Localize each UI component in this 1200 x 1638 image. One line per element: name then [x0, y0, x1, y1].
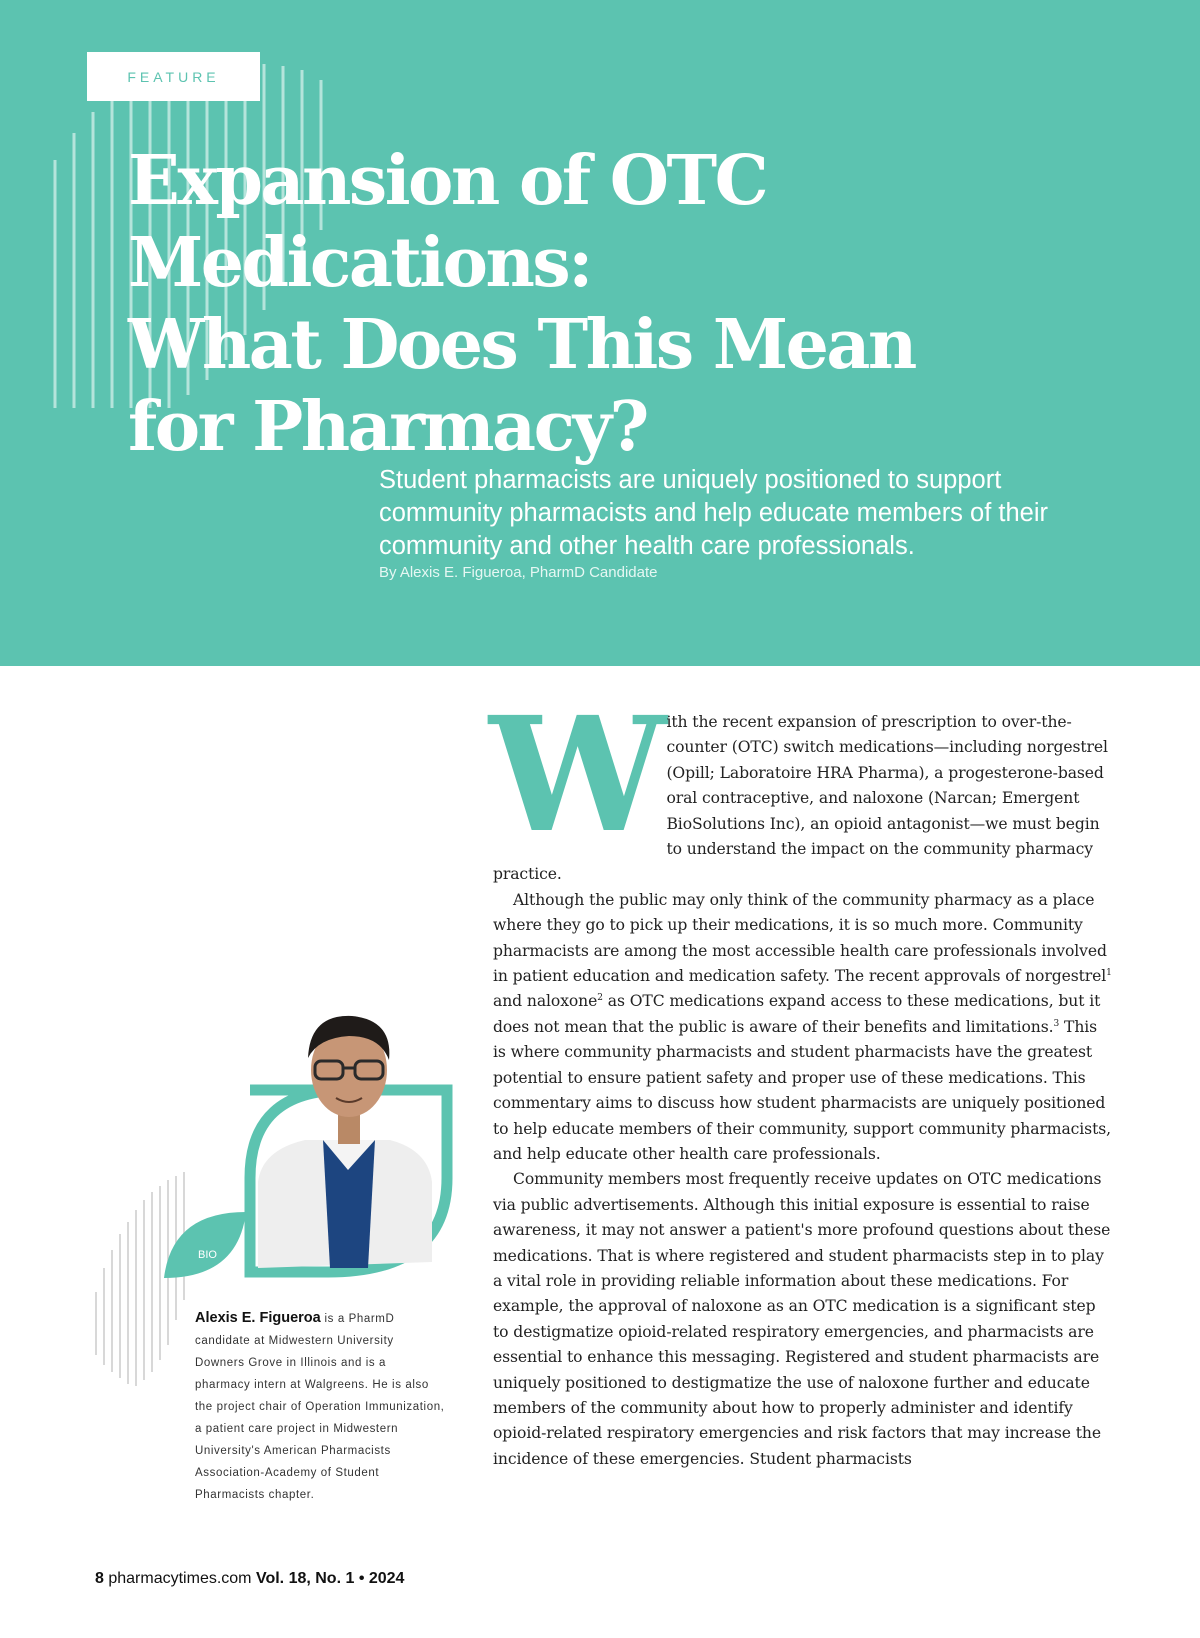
footnote-ref: 2 [597, 993, 603, 1004]
article-subtitle: Student pharmacists are uniquely positioned to support community pharmacists and help educate members of their community and other health care professionals. [379, 466, 1048, 560]
page-number: 8 [95, 1570, 104, 1587]
bio-decorative-lines [96, 1172, 184, 1386]
website: pharmacytimes.com [108, 1570, 252, 1587]
paragraph [493, 1167, 1113, 1472]
bio-label: BIO [198, 1249, 217, 1261]
issue-info: Vol. 18, No. 1 • 2024 [255, 1570, 405, 1587]
paragraph [493, 888, 1113, 1167]
byline: By Alexis E. Figueroa, PharmD Candidate [379, 564, 658, 581]
paragraph-text: Although the public may only think of the community pharmacy as a place where they go to pick up their medications, it is so much more. Community pharmacists are among the most accessible health care professionals involved in patient education and medication safety. The recent approvals of norgestrel [493, 890, 1107, 986]
article-title [128, 140, 1178, 468]
hero-banner [0, 0, 1200, 666]
paragraph-text: Community members most frequently receive updates on OTC medications via public advertisements. Although this initial exposure is essential to raise awareness, it may not answer a patient's more profound questions about these medications. That is where registered and student pharmacists step in to play a vital role in providing reliable information about these medications. For example, the approval of naloxone as an OTC medication is a significant step to destigmatize opioid-related respiratory emergencies, and pharmacists are essential to enhance this messaging. Registered and student pharmacists are uniquely positioned to destigmatize the use of naloxone further and educate members of the community about how to properly administer and identify opioid-related respiratory emergencies and risk factors that may increase the incidence of these emergencies. Student pharmacists [493, 1170, 1111, 1468]
author-bio-text: is a PharmD candidate at Midwestern University Downers Grove in Illinois and is a pharmacy intern at Walgreens. He is also the project chair of Operation Immunization, a patient care project in Midwestern University's American Pharmacists Association-Academy of Student Pharmacists chapter. [195, 1313, 445, 1501]
paragraph-text: as OTC medications expand access to these medications, but it does not mean that the public is aware of their benefits and limitations. [493, 992, 1101, 1036]
author-photo [258, 1016, 432, 1268]
article-body [489, 683, 1113, 1472]
paragraph [489, 683, 1113, 888]
author-name: Alexis E. Figueroa [195, 1310, 321, 1326]
title-line: for Pharmacy? [128, 387, 647, 467]
drop-cap: W [489, 683, 659, 868]
author-bio [195, 1307, 445, 1506]
footnote-ref: 1 [1106, 967, 1112, 978]
title-line: Expansion of OTC Medications: [128, 141, 767, 303]
feature-tag: FEATURE [87, 52, 260, 101]
title-line: What Does This Mean [128, 305, 915, 385]
footnote-ref: 3 [1053, 1018, 1060, 1029]
paragraph-text: This is where community pharmacists and student pharmacists have the greatest potential to ensure patient safety and proper use of these medications. This commentary aims to discuss how student pharmacists are uniquely positioned to help educate members of their community, support community pharmacists, and help educate other health care professionals. [493, 1017, 1111, 1163]
paragraph-text: and naloxone [493, 992, 598, 1011]
paragraph-text: ith the recent expansion of prescription to over-the-counter (OTC) switch medications—including norgestrel (Opill; Laboratoire HRA Pharma), a progesterone-based oral contraceptive, and naloxone (Narcan; Emergent BioSolutions Inc), an opioid antagonist—we must begin to understand the impact on the community pharmacy practice. [493, 713, 1108, 884]
page-footer [95, 1570, 404, 1588]
